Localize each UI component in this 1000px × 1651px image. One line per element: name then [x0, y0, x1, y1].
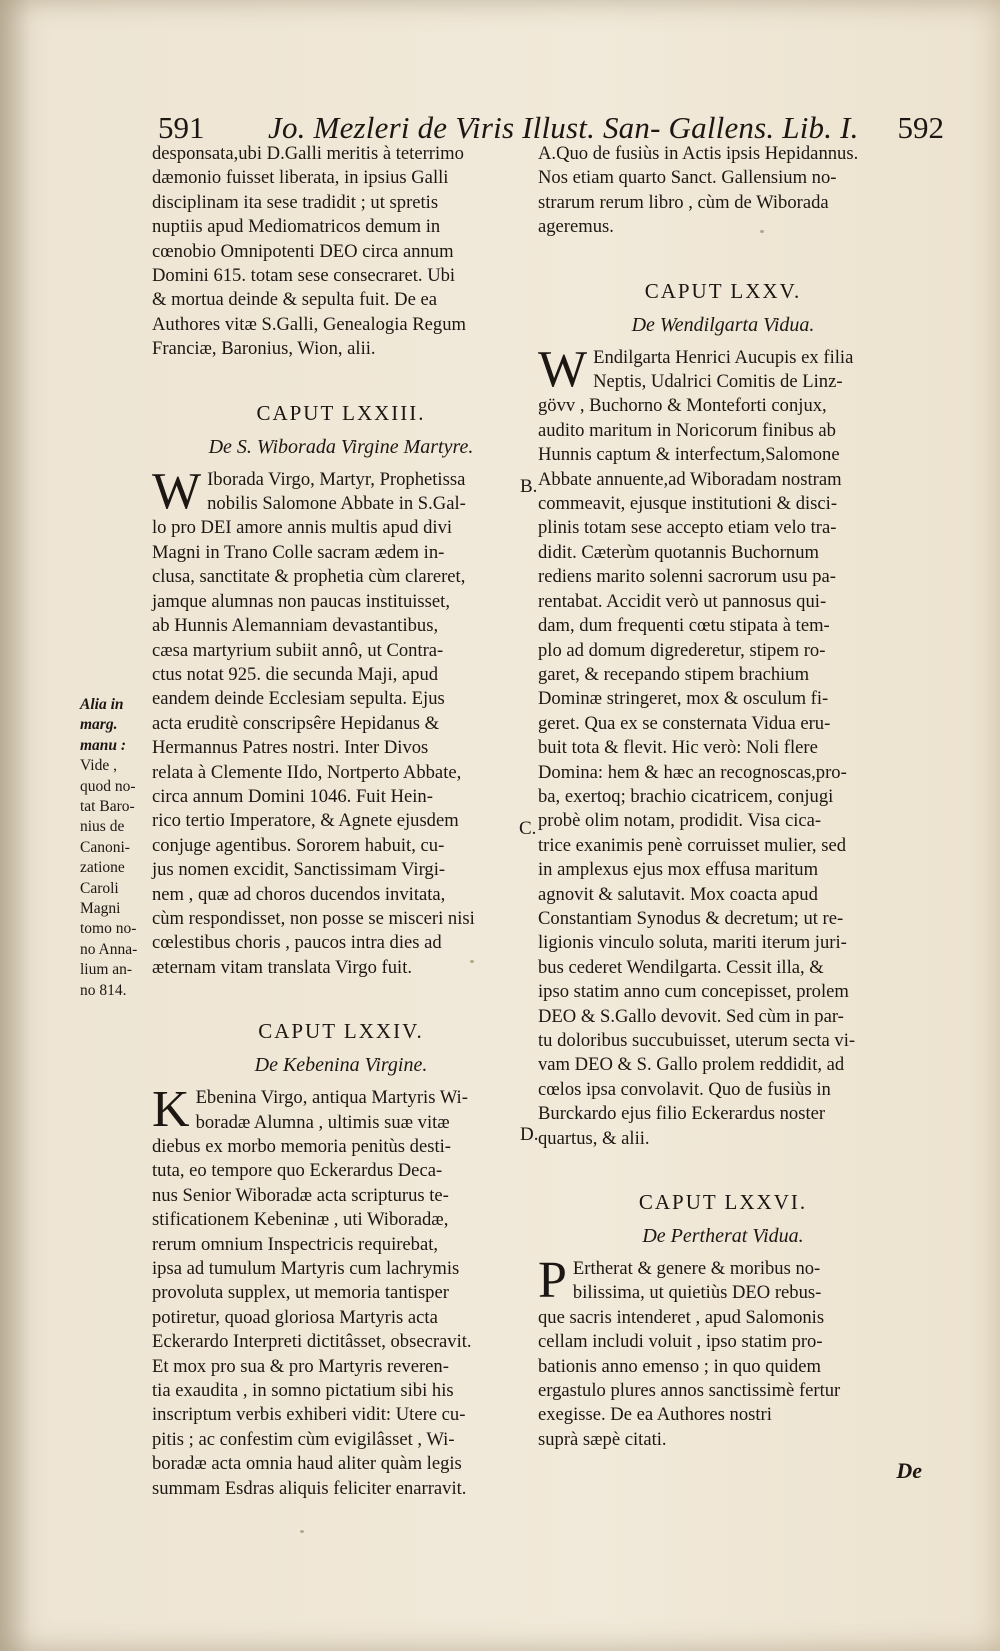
text-line: que sacris intenderet , apud Salomonis	[538, 1306, 825, 1328]
text-line: Endilgarta Henrici Aucupis ex filia	[593, 346, 854, 368]
paper-speck	[470, 960, 474, 963]
text-line: conjuge agentibus. Sororem habuit, cu-	[152, 834, 445, 856]
chapter-subtitle-74: De Kebenina Virgine.	[254, 1054, 428, 1077]
page-number-right: 592	[897, 110, 944, 145]
margin-note-line: Alia in	[80, 696, 124, 713]
chapter-heading-76: CAPUT LXXVI.	[638, 1190, 808, 1215]
margin-note-line: no Anna-	[80, 940, 138, 958]
text-line: jamque alumnas non paucas instituisset,	[152, 590, 450, 612]
text-line: ageremus.	[538, 216, 614, 238]
drop-cap: W	[538, 340, 588, 398]
text-line: DEO & S.Gallo devovit. Sed cùm in par-	[538, 1005, 844, 1027]
text-line: gövv , Buchorno & Monteforti conjux,	[538, 395, 827, 417]
drop-cap: W	[152, 462, 202, 520]
text-line: Ebenina Virgo, antiqua Martyris Wi-	[195, 1087, 468, 1109]
text-line: Domina: hem & hæc an recognoscas,pro-	[538, 761, 847, 783]
text-line: commeavit, ejusque institutioni & disci-	[538, 493, 838, 515]
chapter-body-75	[538, 340, 908, 1151]
text-line: rico tertio Imperatore, & Agnete ejusdem	[152, 810, 459, 832]
text-line: cæsa martyrium subiit annô, ut Contra-	[152, 639, 444, 661]
text-line: nem , quæ ad choros ducendos invitata,	[152, 883, 446, 905]
text-line: ba, exertoq; brachio cicatricem, conjugi	[538, 785, 834, 807]
margin-note-line: no 814.	[80, 981, 127, 999]
text-line: pitis ; ac confestim cùm evigilâsset , Wi-	[152, 1428, 455, 1450]
chapter-heading-75: CAPUT LXXV.	[644, 278, 802, 303]
text-line: tuta, eo tempore quo Eckerardus Deca-	[152, 1160, 443, 1182]
text-line: Iborada Virgo, Martyr, Prophetissa	[207, 468, 466, 490]
margin-note-line: Canoni-	[80, 838, 130, 856]
chapter-heading-73: CAPUT LXXIII.	[256, 400, 426, 425]
text-line: lo pro DEI amore annis multis apud divi	[152, 517, 453, 539]
text-line: ipsa ad tumulum Martyris cum lachrymis	[152, 1258, 460, 1280]
text-line: ligionis vinculo soluta, mariti iterum juri-	[538, 932, 847, 954]
text-line: stificationem Kebeninæ , uti Wiboradæ,	[152, 1209, 449, 1231]
text-line: Burckardo ejus filio Eckerardus noster	[538, 1103, 826, 1125]
text-line: bus cederet Wendilgarta. Cessit illa, &	[538, 956, 824, 978]
text-line: Constantiam Synodus & decretum; ut re-	[538, 907, 844, 929]
text-line: tu doloribus succubuisset, uterum secta vi-	[538, 1030, 856, 1051]
text-line: ab Hunnis Alemanniam devastantibus,	[152, 615, 439, 637]
text-line: ipso statim anno cum concepisset, prolem	[538, 981, 849, 1003]
text-line: tia exaudita , in somno pictatium sibi his	[152, 1380, 454, 1402]
margin-note-line: tomo no-	[80, 920, 137, 938]
text-line: geret. Qua ex se consternata Vidua eru-	[538, 712, 831, 734]
section-letter-b: B.	[520, 476, 538, 497]
text-line: & mortua deinde & sepulta fuit. De ea	[152, 289, 438, 311]
text-line: relata à Clemente IIdo, Nortperto Abbate,	[152, 761, 462, 783]
text-line: didit. Cæterùm quotannis Buchornum	[538, 541, 819, 563]
text-line: Domini 615. totam sese consecraret. Ubi	[152, 265, 456, 287]
text-line: potiretur, quoad gloriosa Martyris acta	[152, 1306, 438, 1328]
text-line: cœnobio Omnipotenti DEO circa annum	[152, 240, 454, 262]
text-line: plinis totam sese accepto etiam velo tra-	[538, 517, 837, 539]
text-line: acta eruditè conscripsêre Hepidanus &	[152, 712, 440, 734]
text-line: trice exanimis penè corruisset mulier, sed	[538, 834, 847, 856]
text-line: exegisse. De ea Authores nostri	[538, 1404, 772, 1426]
drop-cap: P	[538, 1252, 567, 1310]
text-line: boradæ Alumna , ultimis suæ vitæ	[195, 1111, 450, 1133]
text-line: A.Quo de fusiùs in Actis ipsis Hepidannus.	[538, 143, 859, 164]
text-line: æternam vitam translata Virgo fuit.	[152, 956, 413, 978]
text-line: nobilis Salomone Abbate in S.Gal-	[207, 493, 466, 515]
text-line: summam Esdras aliquis feliciter enarravit.	[152, 1477, 467, 1499]
text-line: bilissima, ut quietiùs DEO rebus-	[572, 1282, 822, 1304]
text-line: cellam includi voluit , ipso statim pro-	[538, 1331, 823, 1353]
left-column	[152, 142, 530, 1501]
text-line: Hermannus Patres nostri. Inter Divos	[152, 737, 429, 759]
text-line: nus Senior Wiboradæ acta scripturus te-	[152, 1184, 449, 1206]
running-title: Jo. Mezleri de Viris Illust. San- Gallens. Lib. I.	[268, 110, 859, 145]
text-line: Magni in Trano Colle sacram ædem in-	[152, 541, 445, 563]
text-line: suprà sæpè citati.	[538, 1428, 667, 1450]
margin-note-line: quod no-	[80, 777, 136, 795]
section-letter-c: C.	[519, 818, 537, 839]
margin-note-line: manu :	[80, 736, 127, 754]
text-line: dæmonio fuisset liberata, in ipsius Galli	[152, 167, 449, 189]
text-line: Eckerardo Interpreti dictitâsset, obsecravit.	[152, 1331, 472, 1353]
text-line: garet, & recepando stipem brachium	[538, 663, 810, 685]
text-line: cùm respondisset, non posse se misceri nisi	[152, 907, 475, 929]
text-line: agnovit & salutavit. Mox coacta apud	[538, 883, 818, 905]
text-line: vam DEO & S. Gallo prolem reddidit, ad	[538, 1054, 845, 1076]
text-line: Franciæ, Baronius, Wion, alii.	[152, 338, 376, 360]
text-line: jus nomen excidit, Sanctissimam Virgi-	[152, 859, 446, 881]
paper-speck	[760, 230, 764, 233]
text-line: plo ad domum digrederetur, stipem ro-	[538, 639, 826, 661]
margin-note	[80, 695, 150, 1001]
text-line: buit tota & flevit. Hic verò: Noli flere	[538, 737, 818, 759]
text-line: probè olim notam, prodidit. Visa cica-	[538, 810, 822, 832]
intro-paragraph-right	[538, 142, 908, 240]
text-line: strarum rerum libro , cùm de Wiborada	[538, 191, 829, 213]
drop-cap: K	[152, 1081, 190, 1139]
text-line: Hunnis captum & interfectum,Salomone	[538, 444, 840, 466]
text-line: rerum omnium Inspectricis requirebat,	[152, 1233, 439, 1255]
text-line: quartus, & alii.	[538, 1127, 650, 1149]
intro-paragraph-left	[152, 142, 530, 362]
margin-note-line: marg.	[80, 716, 118, 734]
text-line: provoluta supplex, ut memoria tantisper	[152, 1282, 449, 1304]
text-line: cœlos ipsa convolavit. Quo de fusiùs in	[538, 1078, 831, 1100]
text-line: Abbate annuente,ad Wiboradam nostram	[538, 468, 842, 490]
text-line: rediens marito solenni sacrorum usu pa-	[538, 566, 836, 588]
text-line: dam, dum frequenti cœtu stipata à tem-	[538, 615, 830, 637]
chapter-body-76	[538, 1252, 908, 1452]
margin-note-line: Vide ,	[80, 757, 117, 775]
text-line: desponsata,ubi D.Galli meritis à teterrimo	[152, 143, 464, 164]
text-line: in amplexus ejus mox effusa maritum	[538, 859, 819, 881]
chapter-body-73	[152, 462, 530, 981]
catchword: De	[896, 1458, 922, 1483]
text-line: Et mox pro sua & pro Martyris reveren-	[152, 1355, 449, 1377]
text-line: circa annum Domini 1046. Fuit Hein-	[152, 785, 433, 807]
text-line: boradæ acta omnia haud aliter quàm legis	[152, 1453, 462, 1475]
page-number-left: 591	[158, 110, 205, 145]
text-line: clusa, sanctitate & prophetia cùm clareret,	[152, 566, 466, 588]
chapter-subtitle-75: De Wendilgarta Vidua.	[631, 313, 815, 336]
text-line: inscriptum verbis exhiberi vidit: Utere cu-	[152, 1404, 466, 1426]
text-line: nuptiis apud Mediomatricos demum in	[152, 216, 441, 238]
chapter-subtitle-73: De S. Wiborada Virgine Martyre.	[208, 435, 474, 458]
margin-note-line: lium an-	[80, 961, 133, 979]
text-line: Dominæ stringeret, mox & osculum fi-	[538, 688, 829, 710]
margin-note-line: tat Baro-	[80, 798, 135, 816]
chapter-heading-74: CAPUT LXXIV.	[258, 1019, 424, 1044]
text-line: Neptis, Udalrici Comitis de Linz-	[593, 371, 843, 393]
text-line: rentabat. Accidit verò ut pannosus qui-	[538, 590, 827, 612]
text-line: audito maritum in Noricorum finibus ab	[538, 419, 836, 441]
margin-note-line: nius de	[80, 818, 125, 836]
chapter-body-74	[152, 1081, 530, 1501]
margin-note-line: zatione	[80, 859, 125, 877]
text-line: eandem deinde Ecclesiam sepulta. Ejus	[152, 688, 445, 710]
text-line: bationis anno emenso ; in quo quidem	[538, 1355, 822, 1377]
margin-note-line: Caroli	[80, 879, 119, 897]
text-line: ctus notat 925. die secunda Maji, apud	[152, 663, 439, 685]
right-column	[538, 142, 908, 1452]
chapter-subtitle-76: De Pertherat Vidua.	[642, 1225, 804, 1248]
paper-speck	[300, 1530, 304, 1533]
text-line: disciplinam ita sese tradidit ; ut spretis	[152, 191, 439, 213]
text-line: Ertherat & genere & moribus no-	[572, 1258, 821, 1280]
text-line: ergastulo plures annos sanctissimè fertur	[538, 1380, 841, 1402]
text-line: Nos etiam quarto Sanct. Gallensium no-	[538, 167, 837, 189]
text-line: cœlestibus choris , paucos intra dies ad	[152, 932, 442, 954]
text-line: diebus ex morbo memoria penitùs desti-	[152, 1136, 451, 1157]
section-letter-d: D.	[520, 1124, 539, 1145]
margin-note-line: Magni	[80, 900, 121, 918]
text-line: Authores vitæ S.Galli, Genealogia Regum	[152, 313, 466, 335]
